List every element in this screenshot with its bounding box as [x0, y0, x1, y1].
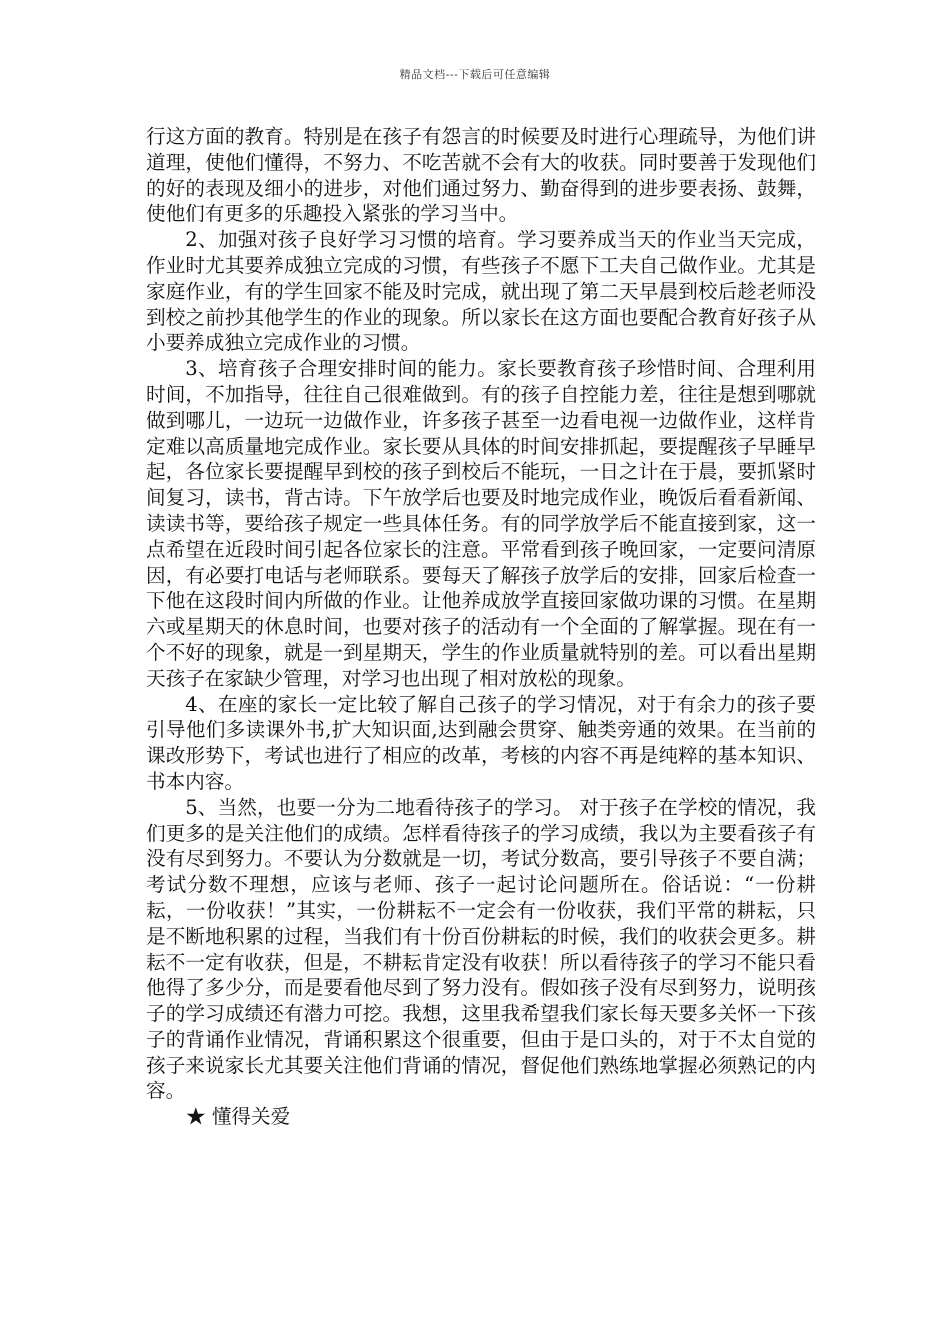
- document-body: [146, 124, 816, 1130]
- paragraph-continuation: 行这方面的教育。特别是在孩子有怨言的时候要及时进行心理疏导，为他们讲道理，使他们懂得，不努力、不吃苦就不会有大的收获。同时要善于发现他们的好的表现及细小的进步，对他们通过努力、勤奋得到的进步要表扬、鼓舞，使他们有更多的乐趣投入紧张的学习当中。: [146, 125, 816, 226]
- paragraph-item-4: 4、在座的家长一定比较了解自己孩子的学习情况，对于有余力的孩子要引导他们多读课外书,扩大知识面,达到融会贯穿、触类旁通的效果。在当前的课改形势下，考试也进行了相应的改革，考核的内容不再是纯粹的基本知识、书本内容。: [146, 692, 816, 793]
- page-header: 精品文档---下载后可任意编辑: [399, 68, 551, 81]
- star-icon: ★: [186, 1105, 206, 1129]
- section-heading-text: 懂得关爱: [205, 1105, 291, 1129]
- paragraph-item-3: 3、培育孩子合理安排时间的能力。家长要教育孩子珍惜时间、合理利用时间，不加指导，往往自己很难做到。有的孩子自控能力差，往往是想到哪就做到哪儿，一边玩一边做作业，许多孩子甚至一边看电视一边做作业，这样肯定难以高质量地完成作业。家长要从具体的时间安排抓起，要提醒孩子早睡早起，各位家长要提醒早到校的孩子到校后不能玩，一日之计在于晨，要抓紧时间复习，读书，背古诗。下午放学后也要及时地完成作业，晚饭后看看新闻、读读书等，要给孩子规定一些具体任务。有的同学放学后不能直接到家，这一点希望在近段时间引起各位家长的注意。平常看到孩子晚回家，一定要问清原因，有必要打电话与老师联系。要每天了解孩子放学后的安排，回家后检查一下他在这段时间内所做的作业。让他养成放学直接回家做功课的习惯。在星期六或星期天的休息时间，也要对孩子的活动有一个全面的了解掌握。现在有一个不好的现象，就是一到星期天，学生的作业质量就特别的差。可以看出星期天孩子在家缺少管理，对学习也出现了相对放松的现象。: [146, 357, 816, 690]
- section-heading: [146, 1104, 816, 1130]
- paragraph-item-5: 5、当然，也要一分为二地看待孩子的学习。 对于孩子在学校的情况，我们更多的是关注他们的成绩。怎样看待孩子的学习成绩，我以为主要看孩子有没有尽到努力。不要认为分数就是一切，考试分数高，要引导孩子不要自满；考试分数不理想，应该与老师、孩子一起讨论问题所在。俗话说：“一份耕耘，一份收获！”其实，一份耕耘不一定会有一份收获，我们平常的耕耘，只是不断地积累的过程，当我们有十份百份耕耘的时候，我们的收获会更多。耕耘不一定有收获，但是，不耕耘肯定没有收获！所以看待孩子的学习不能只看他得了多少分，而是要看他尽到了努力没有。假如孩子没有尽到努力，说明孩子的学习成绩还有潜力可挖。我想，这里我希望我们家长每天要多关怀一下孩子的背诵作业情况，背诵积累这个很重要，但由于是口头的，对于不太自觉的孩子来说家长尤其要关注他们背诵的情况，督促他们熟练地掌握必须熟记的内容。: [146, 795, 816, 1103]
- paragraph-item-2: 2、加强对孩子良好学习习惯的培育。学习要养成当天的作业当天完成，作业时尤其要养成独立完成的习惯，有些孩子不愿下工夫自己做作业。尤其是家庭作业，有的学生回家不能及时完成，就出现了第二天早晨到校后趁老师没到校之前抄其他学生的作业的现象。所以家长在这方面也要配合教育好孩子从小要养成独立完成作业的习惯。: [146, 228, 816, 355]
